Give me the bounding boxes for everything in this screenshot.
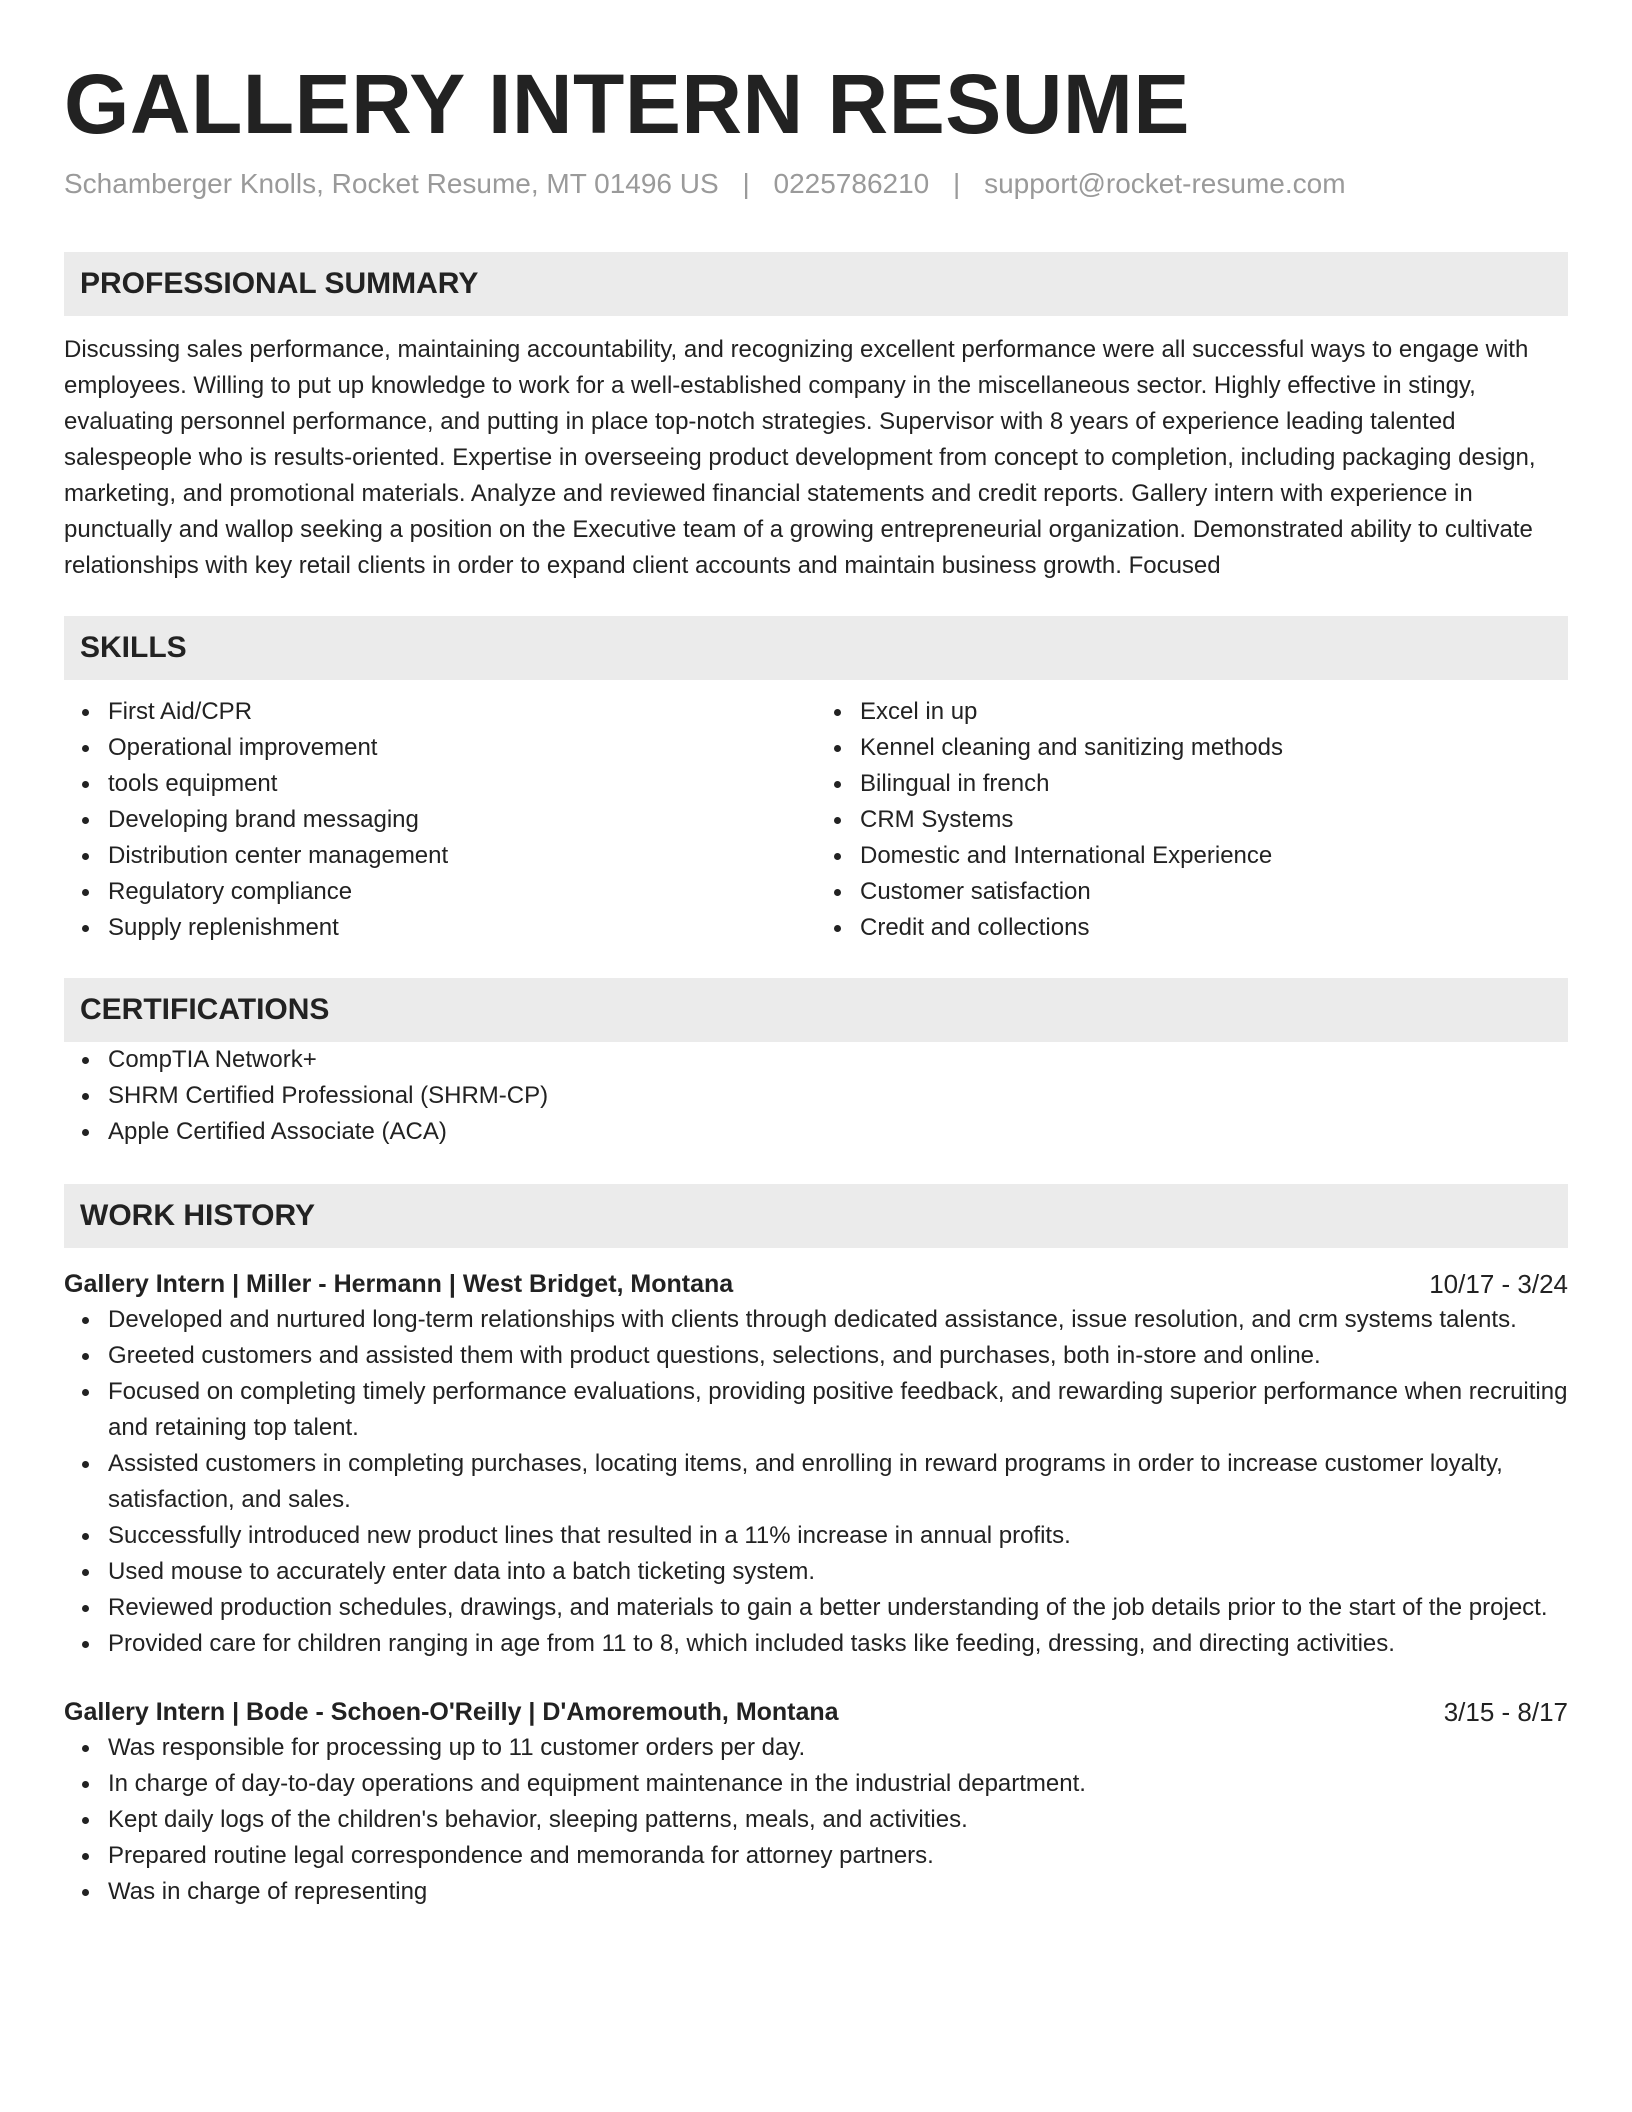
certification-item: CompTIA Network+	[108, 1042, 1568, 1078]
job-header	[64, 1694, 1568, 1730]
professional-summary-section	[64, 252, 1568, 584]
section-heading: SKILLS	[64, 616, 1568, 680]
certification-item: SHRM Certified Professional (SHRM-CP)	[108, 1078, 1568, 1114]
contact-phone: 0225786210	[773, 168, 930, 199]
skill-item: First Aid/CPR	[108, 694, 816, 730]
skill-item: Credit and collections	[860, 910, 1568, 946]
skill-item: Kennel cleaning and sanitizing methods	[860, 730, 1568, 766]
section-heading: PROFESSIONAL SUMMARY	[64, 252, 1568, 316]
skill-item: tools equipment	[108, 766, 816, 802]
section-heading: CERTIFICATIONS	[64, 978, 1568, 1042]
section-heading: WORK HISTORY	[64, 1184, 1568, 1248]
job-title: Gallery Intern | Miller - Hermann | West Bridget, Montana	[64, 1270, 734, 1298]
skill-item: Operational improvement	[108, 730, 816, 766]
skills-columns	[64, 694, 1568, 946]
job-bullet: Used mouse to accurately enter data into a batch ticketing system.	[108, 1554, 1568, 1590]
contact-line	[64, 166, 1568, 202]
skill-item: Supply replenishment	[108, 910, 816, 946]
job-title: Gallery Intern | Bode - Schoen-O'Reilly | D'Amoremouth, Montana	[64, 1698, 839, 1726]
job-bullets	[64, 1730, 1568, 1910]
skill-item: Excel in up	[860, 694, 1568, 730]
job-header	[64, 1266, 1568, 1302]
skills-list-right	[816, 694, 1568, 946]
job-bullet: Was in charge of representing	[108, 1874, 1568, 1910]
certifications-list	[64, 1042, 1568, 1150]
job-bullet: Kept daily logs of the children's behavior, sleeping patterns, meals, and activities.	[108, 1802, 1568, 1838]
skill-item: Domestic and International Experience	[860, 838, 1568, 874]
skill-item: Customer satisfaction	[860, 874, 1568, 910]
job-dates: 10/17 - 3/24	[1429, 1269, 1568, 1299]
job-bullet: Successfully introduced new product lines that resulted in a 11% increase in annual profits.	[108, 1518, 1568, 1554]
page-title: GALLERY INTERN RESUME	[64, 57, 1190, 151]
job-bullet: Provided care for children ranging in age from 11 to 8, which included tasks like feeding, dressing, and directing activities.	[108, 1626, 1568, 1662]
contact-address: Schamberger Knolls, Rocket Resume, MT 01496 US	[64, 168, 719, 199]
skill-item: Developing brand messaging	[108, 802, 816, 838]
job-bullet: Developed and nurtured long-term relationships with clients through dedicated assistance, issue resolution, and crm systems talents.	[108, 1302, 1568, 1338]
skill-item: Distribution center management	[108, 838, 816, 874]
work-history-section	[64, 1184, 1568, 1910]
job-bullets	[64, 1302, 1568, 1662]
contact-separator: |	[953, 168, 961, 199]
job-bullet: Prepared routine legal correspondence and memoranda for attorney partners.	[108, 1838, 1568, 1874]
job-bullet: Reviewed production schedules, drawings, and materials to gain a better understanding of the job details prior to the start of the project.	[108, 1590, 1568, 1626]
job-dates: 3/15 - 8/17	[1443, 1697, 1568, 1727]
job-entry	[64, 1694, 1568, 1910]
contact-separator: |	[742, 168, 750, 199]
certifications-section	[64, 978, 1568, 1150]
skill-item: CRM Systems	[860, 802, 1568, 838]
job-bullet: Was responsible for processing up to 11 customer orders per day.	[108, 1730, 1568, 1766]
summary-text: Discussing sales performance, maintaining accountability, and recognizing excellent performance were all successful ways to engage with employees. Willing to put up knowledge to work for a well-established company in the miscellaneous sector. Highly effective in stingy, evaluating personnel performance, and putting in place top-notch strategies. Supervisor with 8 years of experience leading talented salespeople who is results-oriented. Expertise in overseeing product development from concept to completion, including packaging design, marketing, and promotional materials. Analyze and reviewed financial statements and credit reports. Gallery intern with experience in punctually and wallop seeking a position on the Executive team of a growing entrepreneurial organization. Demonstrated ability to cultivate relationships with key retail clients in order to expand client accounts and maintain business growth. Focused	[64, 336, 1536, 579]
job-entry	[64, 1266, 1568, 1662]
skill-item: Bilingual in french	[860, 766, 1568, 802]
job-bullet: Focused on completing timely performance evaluations, providing positive feedback, and rewarding superior performance when recruiting and retaining top talent.	[108, 1374, 1568, 1446]
job-bullet: Greeted customers and assisted them with product questions, selections, and purchases, both in-store and online.	[108, 1338, 1568, 1374]
job-bullet: In charge of day-to-day operations and equipment maintenance in the industrial department.	[108, 1766, 1568, 1802]
contact-email: support@rocket-resume.com	[984, 168, 1346, 199]
skills-list-left	[64, 694, 816, 946]
job-bullet: Assisted customers in completing purchases, locating items, and enrolling in reward programs in order to increase customer loyalty, satisfaction, and sales.	[108, 1446, 1568, 1518]
skill-item: Regulatory compliance	[108, 874, 816, 910]
certification-item: Apple Certified Associate (ACA)	[108, 1114, 1568, 1150]
skills-section	[64, 616, 1568, 946]
